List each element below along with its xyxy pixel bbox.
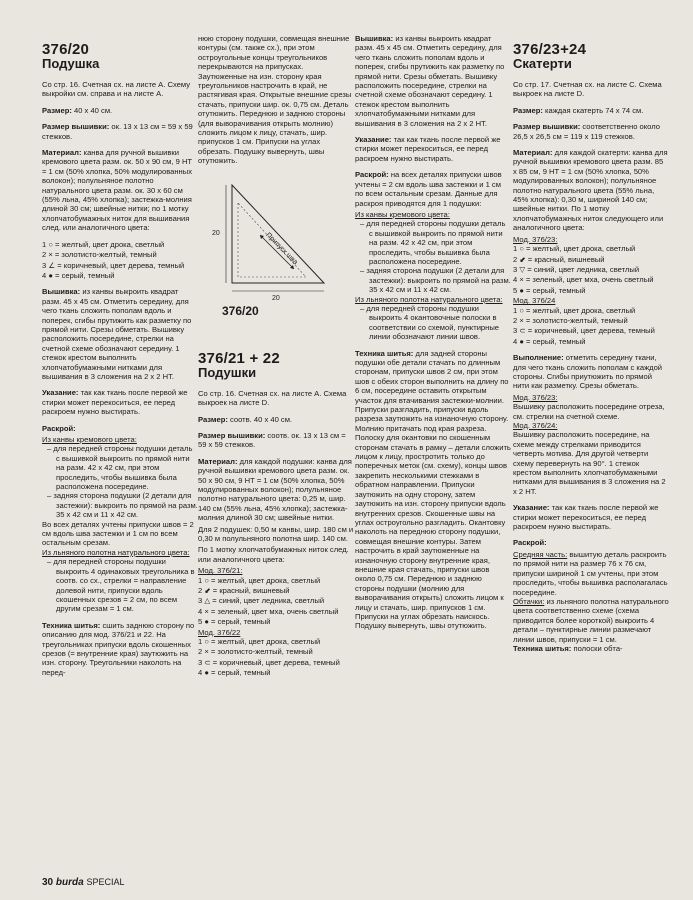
legend-item: 2 × = золотисто-желтый, темный [513,315,628,325]
column-2 [198,34,354,679]
model-title: 376/23+24 [513,41,587,58]
model-label: Мод. 376/22 [198,627,241,637]
cut-item: – для передней стороны подушки деталь с вышивкой выкроить по прямой нити на разм. 42 х 42 см, при этом проследить, чтобы вышивка была расположена посередине. [360,219,506,266]
cut-text: Раскрой: на всех деталях припуски швов учтены = 2 см вдоль шва застежки и 1 см по всем остальным срезам. Данные для раскроя приводятся для 1 подушки: [355,170,502,208]
cut-item: – для передней стороны подушки деталь с вышивкой выкроить по прямой нити на разм. 42 х 42 см, при этом проследить, чтобы вышивка была расположена посередине. [47,444,193,492]
embroidery-text: Вышивка: из канвы выкроить квадрат разм. 45 х 45 см. Отметить середину, для чего ткань сложить пополам вдоль и поперек, сгибы прутижить как разметку по прямой нити. Срезы обметать. Вышивку расположить посередине, стрелки на счетной схеме обозначают середину. 1 стежок крестом выполнить хлопчатобумажными нитками для вышивания в 3 сложения на 2 х 2 НТ. [355,34,505,128]
legend-item: 1 ○ = желтый, цвет дрока, светлый [198,575,321,585]
legend-item: 3 ⊂ = коричневый, цвет дерева, темный [198,657,340,667]
column-3 [355,34,511,638]
legend-item: 3 ▽ = синий, цвет ледника, светлый [513,264,640,274]
material-text-2: Для 2 подушек: 0,50 м канвы, шир. 180 см и 0,30 м полульняного полотна шир. 140 см. [198,524,354,543]
legend-item: 2 × = золотисто-желтый, темный [42,250,157,260]
intro-text: Со стр. 17. Счетная сх. на листе С. Схема выкроек на листе D. [513,80,662,99]
model-label: Мод. 376/23: [513,234,558,244]
cut-item: – для передней стороны подушки выкроить 4 окантовочные полоски в соответствии со схемой, пунктирные линии обозначают линии швов. [360,303,500,342]
model-label: Мод. 376/21: [198,566,243,576]
cut-heading: Раскрой: [513,538,547,548]
tech-text: Техника шитья: полоски обта- [513,643,623,653]
model-subtitle: Подушка [42,56,100,71]
embroidery-size-line: Размер вышивки: соответственно около 26,5 х 26,5 см = 119 х 119 стежков. [513,122,660,141]
color-legend [198,576,354,627]
color-legend [198,637,354,678]
model-label: Мод. 376/23: [513,392,558,402]
legend-item: 3 △ = синий, цвет ледника, светлый [198,596,325,606]
size-line: Размер: соотв. 40 х 40 см. [198,414,293,424]
legend-item: 5 ● = серый, темный [198,617,271,627]
diagram-caption: 376/20 [222,303,259,318]
dimension-label-side: 20 [212,229,220,237]
embroidery-size-line: Размер вышивки: ок. 13 х 13 см = 59 х 59 стежков. [42,122,193,141]
cut-extra: Во всех деталях учтены припуски швов = 2 см вдоль шва застежки и 1 см по всем остальным срезам. [42,519,194,548]
model-title: 376/20 [42,41,90,58]
execution-text: Выполнение: отметить середину ткани, для чего ткань сложить пополам с каждой стороны. Сгибы приутюжить по прямой нити как разметку. Срезы обметать. [513,353,663,391]
legend-item: 4 × = зеленый, цвет мха, очень светлый [198,606,339,616]
execution-text-a: Вышивку расположить посередине отреза, см. стрелки на счетной схеме. [513,402,665,421]
color-legend [42,240,198,281]
legend-item: 3 ⊂ = коричневый, цвет дерева, темный [513,326,655,336]
note-text: Указание: так как ткань после первой же стирки может перекоситься, ее перед раскроем нужно выстирать. [513,503,659,532]
page-footer [42,877,125,888]
cut-subheading: Из льняного полотна натурального цвета: [42,547,190,557]
pillow-diagram [198,173,354,343]
continuation-text: нюю сторону подушки, совмещая внешние контуры (см. также сх.), при этом остроугольные концы треугольников перекрываются на припусках. Заутюженные на изн. сторону края треугольников настрочить в край, не растягивая края. Открытые внешние срезы стачать, припуски шир. ок. 0,75 см. Деталь отутюжить. Переднюю и заднюю стороны (для выворачивания открыть молнию) сложить лицом к лицу, стачать, шир. припусков 1 см. Припуски на углах обрезать. Подушку вывернуть, швы отутюжить. [198,34,352,166]
legend-item: 4 × = зеленый, цвет мха, очень светлый [513,275,654,285]
legend-item: 2 × = золотисто-желтый, темный [198,647,313,657]
tech-text: Техника шитья: сшить заднюю сторону по описанию для мод. 376/21 и 22. На треугольниках припуски вдоль скошенных срезов (= внутренние края) заутюжить на изн. сторону. Треугольники наколоть на перед- [42,620,195,677]
cut-heading: Раскрой: [42,423,76,433]
legend-item: 2 ⬋ = красный, вишневый [513,254,605,264]
cut-item-a: Средняя часть: вышитую деталь раскроить по прямой нити на размер 76 х 76 см, припуски шириной 1 см учтены, при этом проследить, чтобы вышивка располагалась посередине. [513,549,668,597]
material-text: Материал: для каждой скатерти: канва для ручной вышивки кремового цвета разм. 85 х 85 см, 9 НТ = 1 см (50% хлопка, 50% модулированных волокон); полульняное полотно натурального цвета (55% льна, 45% хлопка): 0,30 м, шириной 140 см; швейные нитки. По 1 мотку хлопчатобумажных ниток следующего или аналогичного цвета: [513,148,668,233]
size-line: Размер: каждая скатерть 74 х 74 см. [513,105,644,115]
legend-item: 5 ● = серый, темный [513,285,586,295]
seam-allowance-label: Припуск шва [264,231,299,266]
material-text-3: По 1 мотку хлопчатобумажных ниток след. или аналогичного цвета: [198,545,349,564]
column-1 [42,34,198,684]
embroidery-text: Вышивка: из канвы выкроить квадрат разм. 45 х 45 см. Отметить середину, для чего ткань сложить пополам вдоль и поперек, сгибы прутижить как разметку по прямой нити. Срезы обметать. Вышивку расположить посередине, стрелки на счетной схеме обозначают середину. 1 стежок крестом выполнить хлопчатобумажными нитками для вышивания в 3 сложения на 2 х 2 НТ. [42,287,192,381]
legend-item: 2 ⬋ = красный, вишневый [198,586,290,595]
material-text: Материал: для каждой подушки: канва для ручной вышивки кремового цвета разм. ок. 50 х 90 см, 9 НТ = 1 см (50% хлопка, 50% модулированных волокон); полульняное полотно натурального цвета: 0,25 м, шир. 140 см (55% льна, 45% хлопка); застежка-молния длиной 30 см; швейные нитки. [198,456,352,523]
material-text: Материал: канва для ручной вышивки кремового цвета разм. ок. 50 х 90 см, 9 НТ = 1 см (50% хлопка, 50% модулированных волокон); полульняное полотно натурального цвета разм. ок. 30 х 60 см (55% льна, 45% хлопка); застежка-молния длиной 30 см; швейные нитки; по 1 мотку хлопчатобумажных ниток для вышивания след. или аналогичного цвета: [42,148,193,233]
cut-item: – задняя сторона подушки (2 детали для застежки): выкроить по прямой на разм. 35 х 42 см и 11 х 42 см. [47,491,198,520]
dimension-label-bottom: 20 [272,294,280,302]
cut-subheading: Из канвы кремового цвета: [42,435,137,444]
color-legend [513,244,669,295]
cut-subheading: Из льняного полотна натурального цвета: [355,294,503,304]
legend-item: 4 ● = серый, темный [513,336,586,346]
intro-text: Со стр. 16. Счетная сх. на листе А. Схема выкроек на листе D. [198,388,347,408]
legend-item: 1 ○ = желтый, цвет дрока, светлый [198,637,321,647]
note-text: Указание: так как ткань после первой же стирки может перекоситься, ее перед раскроем нужно выстирать. [42,388,188,417]
note-text: Указание: так как ткань после первой же стирки может перекоситься, ее перед раскроем нужно выстирать. [355,135,501,163]
cut-item-b: Обтачки: из льняного полотна натурального цвета соответственно схеме (схема приводится более короткой) выкроить 4 детали – пунктирные линии размечают линии швов, припуски = 1 см. [513,596,669,644]
legend-item: 1 ○ = желтый, цвет дрока, светлый [513,305,636,315]
legend-item: 4 ● = серый, темный [42,270,115,280]
execution-text-b: Вышивку расположить посередине, на схеме между стрелками приводится четверть мотива. Для другой четверти схему перевернуть на 90°. 1 стежок крестом выполнить хлопчатобумажными нитками для вышивания в 3 сложения на 2 х 2 НТ. [513,430,666,496]
tech-text: Техника шитья: для задней стороны подушки обе детали стачать по длинным сторонам, припуски швов 2 см, при этом шов с обеих сторон выполнить на длину по 6 см, посередине оставить открытым участок для втачивания застежки-молнии. Припуски разгладить, припуски вдоль разреза заутюжить на изнаночную сторону. Молнию притачать под края разреза. Полоску для окантовки по скошенным сторонам стачать в рамку – детали сложить лицом к лицу, простротить только до поперечных меток (см. схему), концы швов закрепить несколькими стежками в обратном направлении. Припуски заутюжить на одну сторону, затем заутюжить на изн. сторону припуски вдоль внутренних срезов. Скошенные швы на углах остроугольно разгладить. Окантовку наколоть на переднюю сторону подушки, совмещая внешние контуры. Затем настрочить в край заутюженные на изнаночную сторону внутренние края, внешние края стачать, припуски швов около 0,75 см. Переднюю и заднюю стороны подушки (молнию для выворачивания открыть) сложить лицом к лицу и стачать, шир. припусков 1 см. Припуски на углах обрезать наискось. Подушку вывернуть, швы отутюжить. [355,348,511,631]
size-line: Размер: 40 х 40 см. [42,105,113,115]
cut-item: – задняя сторона подушки (2 детали для застежки): выкроить по прямой на разм. 35 х 42 см и 11 х 42 см. [360,266,511,295]
intro-text: Со стр. 16. Счетная сх. на листе А. Схему выкройки см. справа и на листе А. [42,80,190,99]
column-4 [513,34,669,653]
model-title: 376/21 + 22 [198,349,280,367]
brand-suffix: SPECIAL [86,877,125,887]
cut-subheading: Из канвы кремового цвета: [355,209,450,219]
legend-item: 4 ● = серый, темный [198,668,271,678]
legend-item: 1 ○ = желтый, цвет дрока, светлый [513,244,636,254]
legend-item: 1 ○ = желтый, цвет дрока, светлый [42,239,165,249]
brand-logo: burda [55,877,84,888]
cut-item: – для передней стороны подушки выкроить 4 одинаковых треугольника в соотв. со сх., стрелки = направление долевой нити, припуски вдоль скошенных срезов = 2 см, по всем другим срезам = 1 см. [47,557,195,614]
model-subtitle: Скатерти [513,56,572,71]
model-subtitle: Подушки [198,364,257,380]
embroidery-size-line: Размер вышивки: соотв. ок. 13 х 13 см = 59 х 59 стежков. [198,430,346,450]
model-label: Мод. 376/24: [513,421,558,430]
model-label: Мод. 376/24 [513,296,556,306]
legend-item: 3 ∠ = коричневый, цвет дерева, темный [42,260,185,270]
page-number: 30 [42,877,54,888]
color-legend [513,306,669,347]
